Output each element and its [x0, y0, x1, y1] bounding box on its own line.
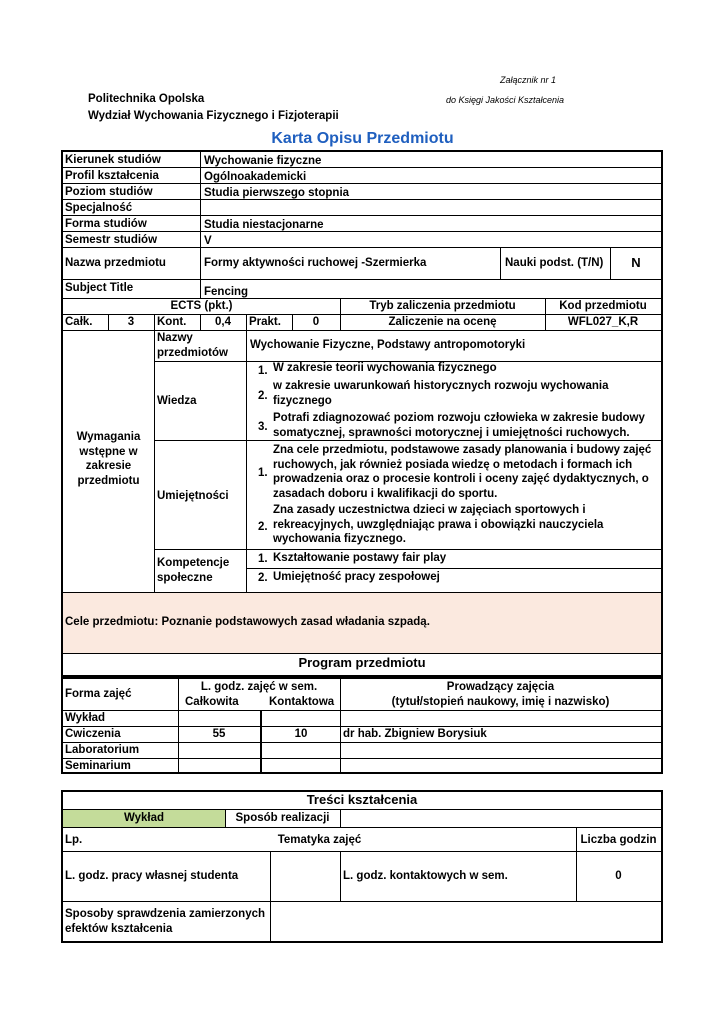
info-value: Wychowanie fizyczne	[204, 155, 322, 167]
info-label: Kierunek studiów	[65, 154, 161, 166]
teacher-name: dr hab. Zbigniew Borysiuk	[343, 728, 487, 740]
attachment-note: Załącznik nr 1	[500, 75, 557, 85]
social-competence-label: Kompetencje społeczne	[157, 557, 230, 584]
subject-name-label: Nazwa przedmiotu	[65, 257, 166, 269]
knowledge-number: 1.	[258, 365, 268, 377]
social-text: Kształtowanie postawy fair play	[273, 552, 447, 564]
teacher-header: Prowadzący zajęcia	[446, 681, 555, 693]
knowledge-number: 3.	[258, 421, 268, 433]
knowledge-label: Wiedza	[157, 395, 197, 407]
ects-total-label: Całk.	[65, 316, 93, 328]
info-value: Studia niestacjonarne	[204, 219, 324, 231]
subject-title-label: Subject Title	[65, 282, 134, 294]
delivery-method-label: Sposób realizacji	[235, 812, 330, 824]
total-hours: 55	[212, 728, 226, 740]
form-header: Forma zajęć	[65, 688, 132, 700]
contact-hours-value: 0	[615, 870, 622, 882]
faculty-name: Wydział Wychowania Fizycznego i Fizjoterapii	[88, 110, 339, 122]
ects-header: ECTS (pkt.)	[170, 300, 233, 312]
university-name: Politechnika Opolska	[88, 93, 205, 105]
skills-number: 1.	[258, 467, 268, 479]
contact-hours-header: Kontaktowa	[269, 696, 335, 708]
skills-text: Zna zasady uczestnictwa dzieci w zajęciach sportowych i rekreacyjnych, uwzględniając prawa i obowiązki nauczyciela wychowania fizycznego.	[273, 504, 604, 545]
class-form: Cwiczenia	[65, 728, 121, 740]
knowledge-text: W zakresie teorii wychowania fizycznego	[273, 362, 497, 374]
assessment-mode-header: Tryb zaliczenia przedmiotu	[369, 300, 516, 312]
prior-courses-label: Nazwy przedmiotów	[157, 332, 228, 359]
class-form: Wykład	[65, 712, 106, 724]
basic-sciences-label: Nauki podst. (T/N)	[505, 257, 604, 269]
contact-hours-label: L. godz. kontaktowych w sem.	[343, 870, 508, 882]
course-code-header: Kod przedmiotu	[559, 300, 647, 312]
assessment-mode-value: Zaliczenie na ocenę	[388, 316, 497, 328]
teacher-header-sub: (tytuł/stopień naukowy, imię i nazwisko)	[391, 696, 610, 708]
skills-label: Umiejętności	[157, 490, 229, 502]
knowledge-text: w zakresie uwarunkowań historycznych rozwoju wychowania fizycznego	[273, 380, 609, 407]
knowledge-number: 2.	[258, 390, 268, 402]
info-label: Semestr studiów	[65, 234, 158, 246]
social-number: 2.	[258, 572, 268, 584]
basic-sciences-value: N	[631, 255, 641, 270]
requirements-label: Wymagania wstępne w zakresie przedmiotu	[76, 431, 141, 487]
ects-practice-value: 0	[312, 316, 320, 328]
info-label: Poziom studiów	[65, 186, 153, 198]
lp-label: Lp.	[65, 834, 83, 846]
program-title: Program przedmiotu	[298, 655, 426, 670]
skills-text: Zna cele przedmiotu, podstawowe zasady planowania i budowy zajęć ruchowych, jak również posiada wiedzę o metodach i formach ich prowadzenia oraz o procesie kontroli i oceny zajęć dydaktycznych, o zasadach doboru i kwalifikacji do sportu.	[273, 444, 652, 500]
course-code-value: WFL027_K,R	[567, 316, 639, 328]
info-label: Forma studiów	[65, 218, 147, 230]
course-goals-text: Cele przedmiotu: Poznanie podstawowych zasad władania szpadą.	[65, 616, 430, 628]
self-work-label: L. godz. pracy własnej studenta	[65, 870, 239, 882]
ects-contact-value: 0,4	[215, 316, 231, 328]
info-label: Specjalność	[65, 202, 133, 214]
skills-number: 2.	[258, 521, 268, 533]
total-hours-header: Całkowita	[185, 696, 239, 708]
subject-name-value: Formy aktywności ruchowej -Szermierka	[204, 257, 427, 269]
hours-count-label: Liczba godzin	[580, 834, 657, 846]
info-label: Profil kształcenia	[65, 170, 159, 182]
content-title: Treści kształcenia	[306, 792, 418, 807]
prior-courses-value: Wychowanie Fizyczne, Podstawy antropomotoryki	[250, 339, 526, 351]
class-form: Seminarium	[65, 760, 131, 772]
page-title: Karta Opisu Przedmiotu	[271, 130, 454, 147]
hours-header: L. godz. zajęć w sem.	[200, 681, 318, 693]
contact-hours: 10	[294, 728, 308, 740]
info-value: Studia pierwszego stopnia	[204, 187, 350, 199]
ects-total-value: 3	[127, 316, 135, 328]
lecture-type: Wykład	[123, 812, 165, 824]
social-number: 1.	[258, 553, 268, 565]
quality-book-note: do Księgi Jakości Kształcenia	[446, 95, 565, 105]
info-value: Ogólnoakademicki	[204, 171, 307, 183]
ects-practice-label: Prakt.	[249, 316, 281, 328]
topics-label: Tematyka zajęć	[277, 834, 362, 846]
ects-contact-label: Kont.	[157, 316, 187, 328]
social-text: Umiejętność pracy zespołowej	[273, 571, 440, 583]
verification-methods-label: Sposoby sprawdzenia zamierzonych efektów kształcenia	[65, 908, 266, 935]
subject-title-value: Fencing	[204, 286, 249, 298]
info-value: V	[204, 235, 212, 247]
class-form: Laboratorium	[65, 744, 140, 756]
knowledge-text: Potrafi zdiagnozować poziom rozwoju człowieka w zakresie budowy somatycznej, sprawności motorycznej i umiejętności ruchowych.	[273, 412, 645, 439]
